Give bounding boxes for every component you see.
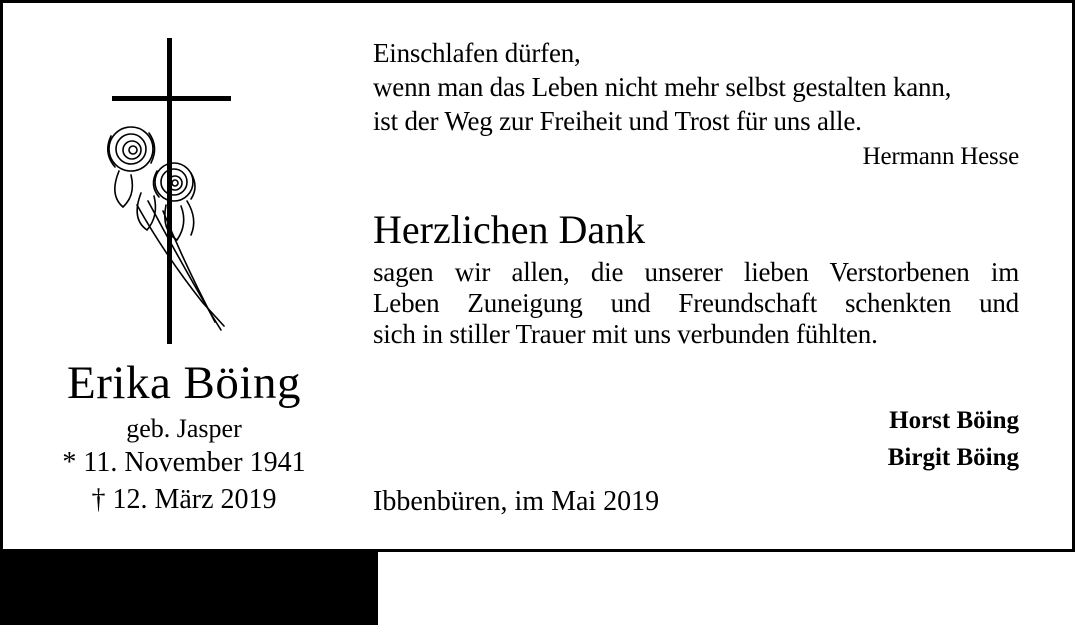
mourners-block: [373, 402, 1019, 476]
quote-line: Einschlafen dürfen,: [373, 38, 581, 68]
deceased-birth-date: * 11. November 1941: [62, 447, 306, 479]
deceased-death-date: † 12. März 2019: [91, 484, 277, 516]
mourner-name: Birgit Böing: [887, 444, 1019, 471]
thanks-line: Leben Zuneigung und Freundschaft schenkten und: [373, 288, 1019, 318]
thanks-line: sich in stiller Trauer mit uns verbunden fühlten.: [373, 319, 878, 349]
thanks-paragraph: [373, 257, 1019, 350]
deceased-name: Erika Böing: [67, 357, 301, 409]
quote-line: wenn man das Leben nicht mehr selbst gestalten kann,: [373, 72, 952, 102]
quote-attribution: Hermann Hesse: [862, 143, 1019, 170]
quote-block: [373, 36, 1019, 174]
quote-line: ist der Weg zur Freiheit und Trost für uns alle.: [373, 106, 862, 136]
deceased-block: [3, 359, 365, 516]
thanks-heading: Herzlichen Dank: [373, 207, 646, 252]
place-date: Ibbenbüren, im Mai 2019: [373, 486, 660, 517]
deceased-maiden-name: geb. Jasper: [126, 414, 242, 444]
mourner-name: Horst Böing: [889, 407, 1019, 434]
cross-with-roses-icon: [103, 33, 235, 348]
thanks-line: sagen wir allen, die unserer lieben Verstorbenen im: [373, 257, 1019, 287]
redaction-block: [0, 549, 378, 625]
